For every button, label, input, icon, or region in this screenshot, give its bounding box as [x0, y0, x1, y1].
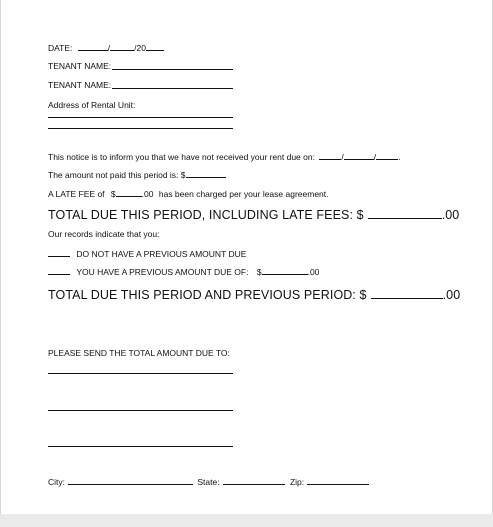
total-this-period-cents: .00	[441, 208, 460, 222]
rent-due-separator-1: /	[341, 152, 344, 162]
city-state-zip-row	[48, 476, 369, 487]
amount-not-paid-text: The amount not paid this period is: $	[48, 170, 186, 180]
state-field[interactable]	[223, 476, 285, 485]
tenant-name-field-2[interactable]	[112, 88, 233, 89]
send-to-label: PLEASE SEND THE TOTAL AMOUNT DUE TO:	[48, 348, 230, 358]
date-day-field[interactable]	[107, 42, 134, 53]
city-label: City:	[48, 477, 65, 487]
tenant-name-label-2: TENANT NAME:	[48, 80, 112, 90]
rent-due-end: .	[398, 152, 401, 162]
zip-label: Zip:	[289, 477, 305, 487]
late-fee-suffix: has been charged per your lease agreement.	[158, 189, 329, 199]
date-separator-2: /20	[134, 43, 146, 53]
no-previous-option-row	[48, 248, 246, 259]
rent-due-separator-2: /	[373, 152, 377, 162]
rent-due-text: This notice is to inform you that we have not received your rent due on:	[48, 152, 315, 162]
send-to-line-1[interactable]	[48, 373, 233, 374]
date-year-field[interactable]	[146, 42, 164, 51]
address-label: Address of Rental Unit:	[48, 100, 136, 110]
records-indicate-text: Our records indicate that you:	[48, 229, 160, 239]
total-with-previous-cents: .00	[442, 288, 461, 302]
date-label: DATE:	[48, 43, 73, 53]
date-row	[48, 42, 164, 53]
date-separator-1: /	[107, 43, 111, 53]
previous-option-text: YOU HAVE A PREVIOUS AMOUNT DUE OF:	[76, 267, 249, 277]
late-fee-dollar: $	[110, 189, 116, 199]
previous-amount-field[interactable]	[262, 266, 308, 275]
total-this-period-label: TOTAL DUE THIS PERIOD, INCLUDING LATE FEES: $	[48, 208, 364, 222]
previous-cents: .00	[307, 267, 320, 277]
previous-checkbox-line[interactable]	[48, 266, 70, 275]
late-fee-row	[48, 188, 329, 199]
late-fee-field[interactable]	[116, 188, 142, 197]
city-field[interactable]	[68, 476, 193, 485]
amount-not-paid-row	[48, 169, 226, 180]
total-with-previous-row	[48, 287, 460, 302]
address-field-line-1[interactable]	[48, 117, 233, 118]
late-fee-prefix: A LATE FEE of	[48, 189, 105, 199]
zip-field[interactable]	[307, 476, 369, 485]
send-to-line-3[interactable]	[48, 446, 233, 447]
previous-dollar: $	[256, 267, 262, 277]
total-with-previous-label: TOTAL DUE THIS PERIOD AND PREVIOUS PERIOD: $	[48, 288, 367, 302]
rent-due-day-field[interactable]	[344, 151, 377, 162]
total-this-period-field[interactable]	[368, 207, 442, 219]
page-bottom-shade	[0, 514, 493, 527]
tenant-name-field-1[interactable]	[112, 69, 233, 70]
previous-option-row	[48, 266, 319, 277]
no-previous-checkbox-line[interactable]	[48, 248, 70, 257]
date-month-field[interactable]	[78, 42, 111, 53]
total-this-period-row	[48, 207, 459, 222]
send-to-line-2[interactable]	[48, 410, 233, 411]
late-fee-cents: .00	[141, 189, 154, 199]
rent-due-month-field[interactable]	[319, 151, 344, 162]
rent-due-year-field[interactable]	[373, 151, 401, 162]
total-with-previous-field[interactable]	[371, 287, 443, 299]
state-label: State:	[197, 477, 220, 487]
amount-not-paid-field[interactable]	[186, 169, 226, 178]
no-previous-option-text: DO NOT HAVE A PREVIOUS AMOUNT DUE	[76, 249, 247, 259]
address-field-line-2[interactable]	[48, 128, 233, 129]
rent-due-row	[48, 151, 400, 162]
tenant-name-label-1: TENANT NAME:	[48, 61, 112, 71]
